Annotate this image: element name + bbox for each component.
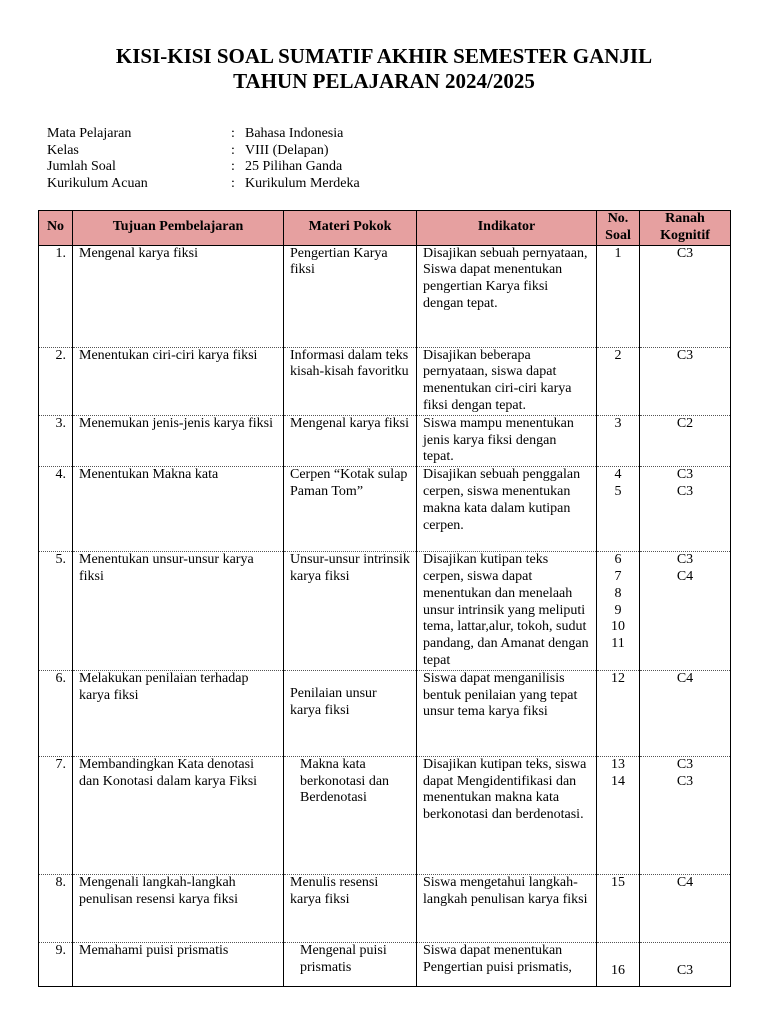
cell-tujuan: Memahami puisi prismatis bbox=[73, 942, 284, 986]
cell-no-soal: 1 bbox=[597, 245, 640, 347]
cell-indikator: Disajikan kutipan teks, siswa dapat Mengidentifikasi dan menentukan makna kata berkonotasi dan berdenotasi. bbox=[417, 756, 597, 874]
header-materi: Materi Pokok bbox=[284, 211, 417, 246]
cell-tujuan: Menemukan jenis-jenis karya fiksi bbox=[73, 415, 284, 466]
cell-no: 5. bbox=[39, 552, 73, 671]
header-no-soal: No. Soal bbox=[597, 211, 640, 246]
title-line-2: TAHUN PELAJARAN 2024/2025 bbox=[233, 69, 535, 93]
cell-no: 8. bbox=[39, 874, 73, 942]
cell-ranah: C2 bbox=[640, 415, 731, 466]
cell-indikator: Disajikan kutipan teks cerpen, siswa dapat menentukan dan menelaah unsur intrinsik yang meliputi tema, lattar,alur, tokoh, sudut pandang, dan Amanat dengan tepat bbox=[417, 552, 597, 671]
header-no: No bbox=[39, 211, 73, 246]
cell-indikator: Siswa mengetahui langkah-langkah penulisan karya fiksi bbox=[417, 874, 597, 942]
document-title bbox=[0, 44, 768, 94]
cell-indikator: Disajikan beberapa pernyataan, siswa dapat menentukan ciri-ciri karya fiksi dengan tepat. bbox=[417, 347, 597, 415]
meta-row-question-count bbox=[47, 159, 360, 176]
cell-no: 2. bbox=[39, 347, 73, 415]
cell-no-soal: 16 bbox=[597, 942, 640, 986]
cell-tujuan: Melakukan penilaian terhadap karya fiksi bbox=[73, 670, 284, 756]
table-row bbox=[39, 670, 731, 756]
table-row bbox=[39, 415, 731, 466]
cell-no: 3. bbox=[39, 415, 73, 466]
cell-no-soal: 13 14 bbox=[597, 756, 640, 874]
cell-no: 9. bbox=[39, 942, 73, 986]
cell-indikator: Disajikan sebuah penggalan cerpen, siswa menentukan makna kata dalam kutipan cerpen. bbox=[417, 467, 597, 552]
table-row bbox=[39, 874, 731, 942]
meta-colon: : bbox=[231, 142, 235, 158]
cell-no-soal: 4 5 bbox=[597, 467, 640, 552]
cell-tujuan: Menentukan Makna kata bbox=[73, 467, 284, 552]
table-row bbox=[39, 347, 731, 415]
meta-value: Bahasa Indonesia bbox=[245, 126, 344, 141]
cell-ranah: C3 C3 bbox=[640, 467, 731, 552]
table-row bbox=[39, 552, 731, 671]
cell-indikator: Siswa dapat menganilisis bentuk penilaian yang tepat unsur tema karya fiksi bbox=[417, 670, 597, 756]
table-row bbox=[39, 467, 731, 552]
title-line-1: KISI-KISI SOAL SUMATIF AKHIR SEMESTER GANJIL bbox=[115, 44, 653, 68]
cell-materi: Cerpen “Kotak sulap Paman Tom” bbox=[284, 467, 417, 552]
meta-value: Kurikulum Merdeka bbox=[245, 176, 360, 192]
cell-materi: Unsur-unsur intrinsik karya fiksi bbox=[284, 552, 417, 671]
cell-ranah: C3 C4 bbox=[640, 552, 731, 671]
meta-row-curriculum bbox=[47, 176, 360, 193]
cell-ranah: C4 bbox=[640, 874, 731, 942]
cell-no: 1. bbox=[39, 245, 73, 347]
cell-no: 4. bbox=[39, 467, 73, 552]
cell-materi: Penilaian unsur karya fiksi bbox=[284, 670, 417, 756]
header-tujuan: Tujuan Pembelajaran bbox=[73, 211, 284, 246]
cell-materi: Menulis resensi karya fiksi bbox=[284, 874, 417, 942]
cell-no-soal: 2 bbox=[597, 347, 640, 415]
cell-tujuan: Mengenali langkah-langkah penulisan resensi karya fiksi bbox=[73, 874, 284, 942]
cell-materi: Informasi dalam teks kisah-kisah favoritku bbox=[284, 347, 417, 415]
cell-no-soal: 12 bbox=[597, 670, 640, 756]
kisi-kisi-table bbox=[38, 210, 731, 987]
meta-colon: : bbox=[231, 176, 235, 192]
table-row bbox=[39, 756, 731, 874]
cell-tujuan: Membandingkan Kata denotasi dan Konotasi dalam karya Fiksi bbox=[73, 756, 284, 874]
cell-ranah: C3 bbox=[640, 942, 731, 986]
cell-no-soal: 3 bbox=[597, 415, 640, 466]
cell-materi: Makna kata berkonotasi dan Berdenotasi bbox=[284, 756, 417, 874]
table-row bbox=[39, 942, 731, 986]
meta-value: VIII (Delapan) bbox=[245, 142, 329, 158]
cell-no-soal: 15 bbox=[597, 874, 640, 942]
subject-info bbox=[47, 126, 360, 193]
meta-row-class bbox=[47, 143, 360, 160]
meta-colon: : bbox=[231, 126, 235, 141]
cell-ranah: C3 C3 bbox=[640, 756, 731, 874]
header-indikator: Indikator bbox=[417, 211, 597, 246]
cell-no-soal: 6 7 8 9 10 11 bbox=[597, 552, 640, 671]
meta-row-subject bbox=[47, 126, 360, 143]
cell-ranah: C3 bbox=[640, 347, 731, 415]
cell-no: 6. bbox=[39, 670, 73, 756]
meta-label: Jumlah Soal bbox=[47, 159, 116, 175]
cell-ranah: C3 bbox=[640, 245, 731, 347]
cell-materi: Pengertian Karya fiksi bbox=[284, 245, 417, 347]
table-row bbox=[39, 245, 731, 347]
meta-label: Kelas bbox=[47, 142, 79, 158]
cell-indikator: Siswa dapat menentukan Pengertian puisi prismatis, bbox=[417, 942, 597, 986]
cell-tujuan: Menentukan unsur-unsur karya fiksi bbox=[73, 552, 284, 671]
cell-materi: Mengenal karya fiksi bbox=[284, 415, 417, 466]
table-header-row bbox=[39, 211, 731, 246]
header-ranah-kognitif: Ranah Kognitif bbox=[640, 211, 731, 246]
meta-value: 25 Pilihan Ganda bbox=[245, 159, 343, 175]
cell-ranah: C4 bbox=[640, 670, 731, 756]
meta-label: Mata Pelajaran bbox=[47, 126, 132, 141]
cell-tujuan: Menentukan ciri-ciri karya fiksi bbox=[73, 347, 284, 415]
cell-indikator: Siswa mampu menentukan jenis karya fiksi dengan tepat. bbox=[417, 415, 597, 466]
cell-materi: Mengenal puisi prismatis bbox=[284, 942, 417, 986]
cell-indikator: Disajikan sebuah pernyataan, Siswa dapat menentukan pengertian Karya fiksi dengan tepat. bbox=[417, 245, 597, 347]
cell-no: 7. bbox=[39, 756, 73, 874]
meta-label: Kurikulum Acuan bbox=[47, 176, 148, 192]
meta-colon: : bbox=[231, 159, 235, 175]
cell-tujuan: Mengenal karya fiksi bbox=[73, 245, 284, 347]
